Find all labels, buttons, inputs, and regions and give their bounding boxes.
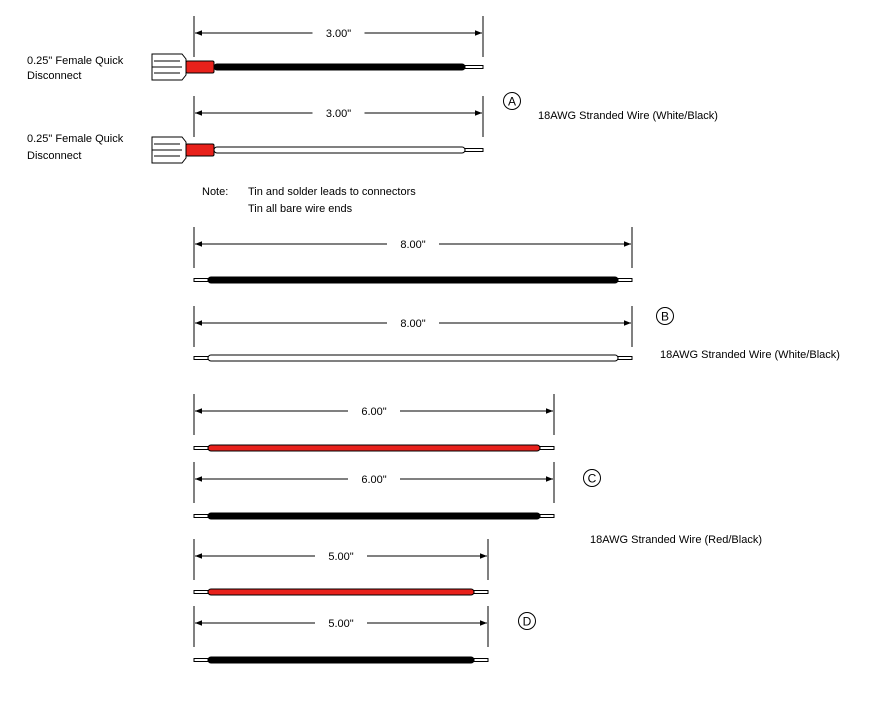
bare-wire-end-right — [540, 447, 554, 450]
note-line-1: Tin and solder leads to connectors — [248, 186, 416, 198]
bare-wire-end-left — [194, 447, 208, 450]
wire-4 — [194, 306, 632, 361]
group-d-marker — [519, 613, 536, 630]
group-d-letter: D — [522, 614, 532, 629]
group-b-description: 18AWG Stranded Wire (White/Black) — [660, 349, 840, 361]
bare-wire-end-left — [194, 515, 208, 518]
connector-label-1-line2: Disconnect — [27, 70, 82, 82]
group-a-description: 18AWG Stranded Wire (White/Black) — [538, 110, 718, 122]
bare-wire-end-left — [194, 659, 208, 662]
bare-wire-end-left — [194, 591, 208, 594]
note-line-2: Tin all bare wire ends — [248, 203, 353, 215]
group-c-letter: C — [587, 471, 597, 486]
wire-6 — [194, 462, 554, 519]
wire-insulation — [214, 64, 465, 70]
connector-label-2-line1: 0.25" Female Quick — [27, 133, 124, 145]
wire-3 — [194, 227, 632, 283]
note-label: Note: — [202, 186, 229, 198]
dimension-label: 5.00" — [328, 618, 354, 630]
wire-insulation — [208, 355, 618, 361]
wire-1 — [152, 16, 483, 80]
wire-7 — [194, 539, 488, 595]
wire-insulation — [214, 147, 465, 153]
wire-insulation — [208, 513, 540, 519]
dimension-label: 8.00" — [400, 318, 426, 330]
group-c-marker — [584, 470, 601, 487]
group-a-letter: A — [507, 94, 517, 109]
wire-insulation — [208, 277, 618, 283]
dimension-label: 3.00" — [325, 108, 352, 120]
bare-wire-end-right — [474, 659, 488, 662]
dimension-label: 6.00" — [361, 474, 387, 486]
dimension-label: 8.00" — [400, 239, 426, 251]
wire-2 — [152, 96, 483, 163]
bare-wire-end — [465, 149, 483, 152]
dimension-label: 5.00" — [328, 551, 354, 563]
group-c-description: 18AWG Stranded Wire (Red/Black) — [590, 534, 762, 546]
wire-8 — [194, 606, 488, 663]
bare-wire-end — [465, 66, 483, 69]
bare-wire-end-right — [618, 357, 632, 360]
group-b-letter: B — [660, 309, 670, 324]
wire-insulation — [208, 445, 540, 451]
wire-insulation — [208, 589, 474, 595]
bare-wire-end-left — [194, 279, 208, 282]
bare-wire-end-right — [540, 515, 554, 518]
dimension-label: 3.00" — [325, 28, 352, 40]
bare-wire-end-left — [194, 357, 208, 360]
bare-wire-end-right — [618, 279, 632, 282]
connector-sleeve — [186, 144, 214, 156]
connector-sleeve — [186, 61, 214, 73]
bare-wire-end-right — [474, 591, 488, 594]
group-a-marker — [504, 93, 521, 110]
wire-5 — [194, 394, 554, 451]
dimension-label: 6.00" — [361, 406, 387, 418]
connector-label-2-line2: Disconnect — [27, 150, 82, 162]
group-b-marker — [657, 308, 674, 325]
connector-label-1-line1: 0.25" Female Quick — [27, 55, 124, 67]
wire-insulation — [208, 657, 474, 663]
